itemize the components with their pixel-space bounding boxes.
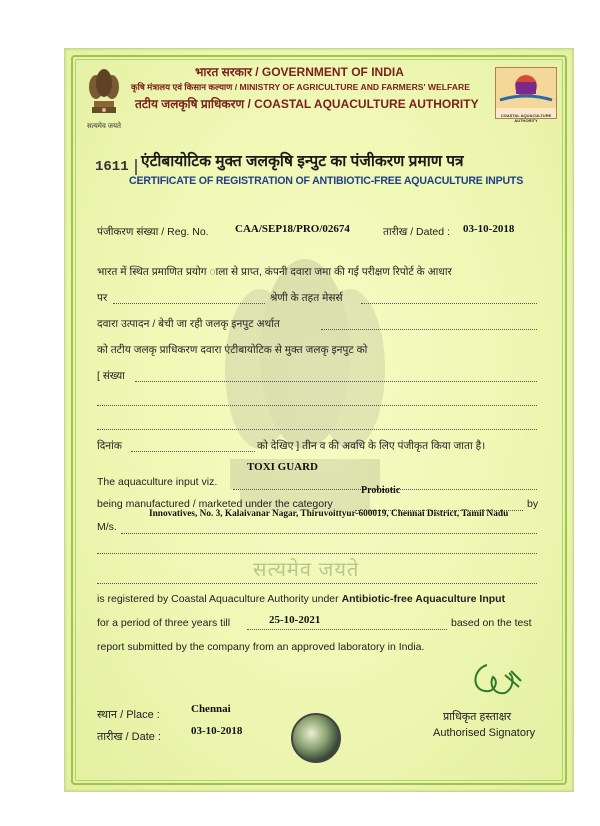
input-name-value: TOXI GUARD [247, 461, 319, 473]
logo-caption: COASTAL AQUACULTURE AUTHORITY [500, 113, 552, 123]
blank-line [135, 381, 537, 382]
registered-prefix: is registered by Coastal Aquaculture Authority under [97, 593, 339, 605]
blank-line [97, 553, 537, 554]
ms-label: M/s. [97, 521, 117, 533]
registered-bold: Antibiotic-free Aquaculture Input [341, 593, 506, 605]
title-english: CERTIFICATE OF REGISTRATION OF ANTIBIOTIC-FREE AQUACULTURE INPUTS [129, 175, 524, 187]
hindi-line-4: को तटीय जलकृ प्राधिकरण दवारा एंटीबायोटिक से मुक्त जलकृ इनपुट को [97, 344, 368, 356]
lion-capital-icon [84, 63, 124, 119]
registered-line [97, 593, 505, 605]
watermark-motto: सत्यमेव जयते [253, 559, 360, 581]
period-label: for a period of three years till [97, 617, 231, 629]
caa-logo [495, 67, 557, 123]
hologram-seal [291, 713, 341, 763]
hindi-line-2-mid: श्रेणी के तहत मेसर्स [270, 292, 343, 304]
date-value: 03-10-2018 [191, 725, 243, 737]
header-line-1: भारत सरकार / GOVERNMENT OF INDIA [195, 65, 404, 79]
blank-line [247, 629, 447, 630]
signatory-english: Authorised Signatory [433, 727, 536, 739]
reg-number-label: पंजीकरण संख्या / Reg. No. [97, 226, 209, 238]
category-label: being manufactured / marketed under the category [97, 498, 333, 510]
title-hindi: एंटीबायोटिक मुक्त जलकृषि इन्पुट का पंजीकरण प्रमाण पत्र [141, 153, 464, 170]
hindi-line-2-start: पर [97, 292, 108, 304]
header-line-2: कृषि मंत्रालय एवं किसान कल्याण / MINISTRY OF AGRICULTURE AND FARMERS' WELFARE [131, 82, 470, 92]
period-suffix: based on the test [451, 617, 532, 629]
signature-icon [465, 653, 529, 703]
company-value: Innovatives, No. 3, Kalaivanar Nagar, Thiruvoittyur-600019, Chennai District, Tamil Nadu [149, 509, 509, 519]
blank-line [97, 429, 537, 430]
blank-line [121, 533, 537, 534]
reg-number-value: CAA/SEP18/PRO/02674 [235, 223, 350, 235]
caa-logo-icon [496, 68, 556, 108]
period-value: 25-10-2021 [269, 614, 321, 626]
signatory-hindi: प्राधिकृत हस्ताक्षर [443, 711, 512, 723]
report-line: report submitted by the company from an approved laboratory in India. [97, 641, 425, 653]
hindi-line-8-start: दिनांक [97, 440, 122, 452]
certificate [64, 48, 574, 792]
blank-line [97, 583, 537, 584]
blank-line [97, 405, 537, 406]
blank-line [113, 303, 265, 304]
place-label: स्थान / Place : [97, 709, 160, 721]
hindi-line-5-start: [ संख्या [97, 370, 125, 382]
by-label: by [527, 498, 539, 510]
hindi-line-3: दवारा उत्पादन / बेची जा रही जलकृ इनपुट अर्थात [97, 318, 280, 330]
national-emblem [79, 63, 129, 131]
dated-value: 03-10-2018 [463, 223, 515, 235]
dated-label: तारीख / Dated : [383, 226, 450, 238]
place-value: Chennai [191, 703, 231, 715]
input-label: The aquaculture input viz. [97, 476, 218, 488]
date-label: तारीख / Date : [97, 731, 161, 743]
serial-number: 1611 [95, 159, 137, 175]
header-line-3: तटीय जलकृषि प्राधिकरण / COASTAL AQUACULTURE AUTHORITY [135, 97, 479, 111]
blank-line [361, 303, 537, 304]
hindi-line-8-end: को देखिए ] तीन व की अवधि के लिए पंजीकृत किया जाता है। [257, 440, 486, 452]
emblem-motto: सत्यमेव जयते [86, 123, 122, 130]
category-value: Probiotic [361, 485, 401, 496]
blank-line [131, 451, 255, 452]
hindi-line-1: भारत में स्थित प्रमाणित प्रयोग ाला से प्राप्त, कंपनी दवारा जमा की गई परीक्षण रिपोर्ट के आधार [97, 266, 452, 278]
blank-line [321, 329, 537, 330]
